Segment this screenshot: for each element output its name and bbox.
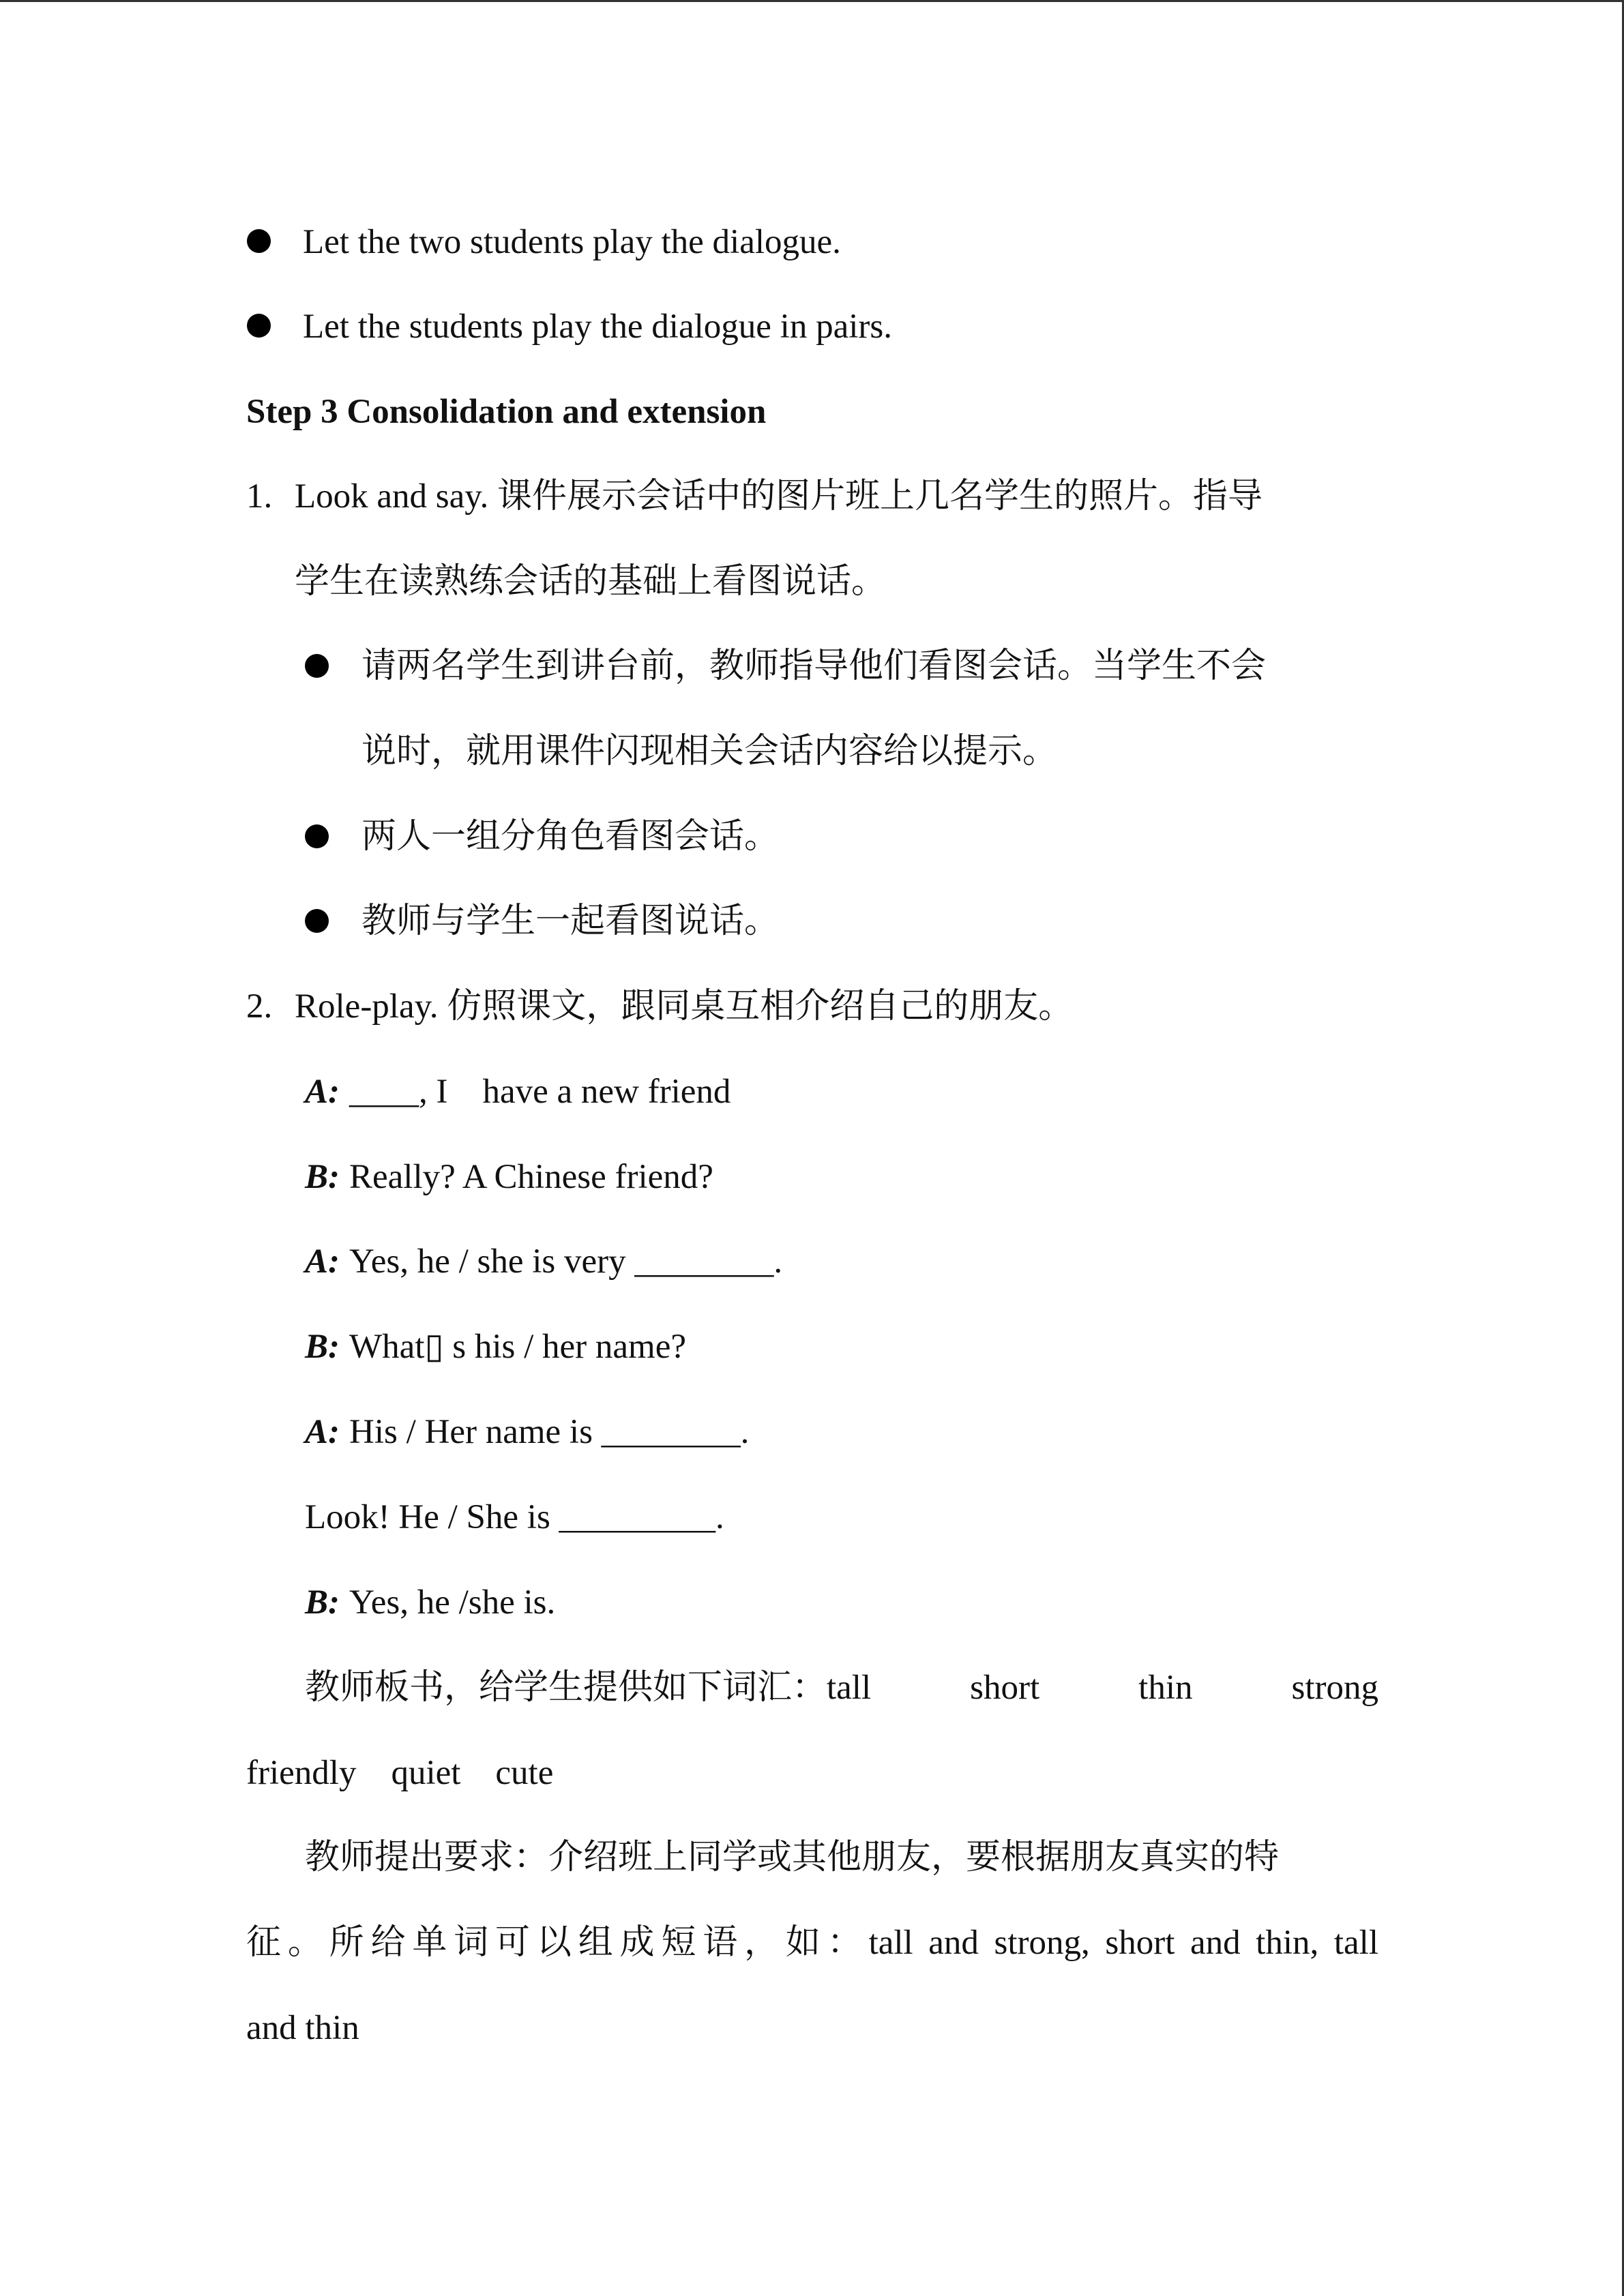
dialogue-text: ____, I have a new friend	[349, 1073, 731, 1111]
speaker-label: B:	[305, 1158, 340, 1196]
vocab-line	[305, 1667, 1378, 1708]
dialogue-line	[305, 1157, 713, 1197]
dialogue-text: Yes, he /she is.	[349, 1583, 556, 1622]
vocab-line-cont: friendly quiet cute	[246, 1754, 554, 1792]
section-heading: Step 3 Consolidation and extension	[246, 393, 767, 431]
speaker-label: B:	[305, 1583, 340, 1622]
speaker-label: A:	[305, 1073, 340, 1111]
dialogue-line	[305, 1071, 730, 1112]
sub-bullet-text-cont: 说时，就用课件闪现相关会话内容给以提示。	[361, 732, 1058, 771]
vocab-word: short	[970, 1669, 1040, 1707]
bullet-icon	[305, 824, 329, 848]
dialogue-line	[305, 1241, 782, 1282]
item2-text: Role-play. 仿照课文，跟同桌互相介绍自己的朋友。	[295, 987, 1074, 1026]
speaker-label: A:	[305, 1242, 340, 1281]
dialogue-text: What▯ s his / her name?	[349, 1328, 686, 1366]
vocab-intro: 教师板书，给学生提供如下词汇：tall	[305, 1669, 872, 1707]
dialogue-line	[305, 1326, 686, 1367]
dialogue-text: Really? A Chinese friend?	[349, 1158, 713, 1196]
item1-text-cont: 学生在读熟练会话的基础上看图说话。	[295, 563, 887, 601]
list-number: 1.	[246, 477, 273, 516]
speaker-label: A:	[305, 1413, 340, 1451]
bullet-icon	[247, 229, 271, 253]
sub-bullet-text: 请两名学生到讲台前，教师指导他们看图会话。当学生不会	[361, 647, 1267, 685]
dialogue-line	[305, 1412, 749, 1452]
requirement-text-end: and thin	[246, 2009, 359, 2047]
item1-text: Look and say. 课件展示会话中的图片班上几名学生的照片。指导	[295, 477, 1263, 516]
bullet-icon	[247, 314, 271, 338]
vocab-word: thin	[1138, 1669, 1193, 1707]
requirement-text-cont: 征。所给单词可以组成短语，如：tall and strong, short and thin, tall	[246, 1924, 1378, 1962]
dialogue-line	[305, 1582, 555, 1623]
speaker-label: B:	[305, 1328, 340, 1366]
dialogue-text: Yes, he / she is very ________.	[349, 1242, 783, 1281]
bullet-text: Let the students play the dialogue in pairs.	[303, 308, 892, 346]
requirement-text: 教师提出要求：介绍班上同学或其他朋友，要根据朋友真实的特	[305, 1838, 1280, 1877]
sub-bullet-text: 教师与学生一起看图说话。	[361, 902, 780, 940]
sub-bullet-text: 两人一组分角色看图会话。	[361, 818, 780, 856]
dialogue-text: Look! He / She is _________.	[305, 1498, 724, 1536]
vocab-word: strong	[1291, 1669, 1378, 1707]
bullet-icon	[305, 654, 329, 678]
list-number: 2.	[246, 987, 273, 1026]
dialogue-text: His / Her name is ________.	[349, 1413, 750, 1451]
dialogue-line	[305, 1497, 724, 1538]
bullet-icon	[305, 909, 329, 933]
bullet-text: Let the two students play the dialogue.	[303, 223, 841, 261]
